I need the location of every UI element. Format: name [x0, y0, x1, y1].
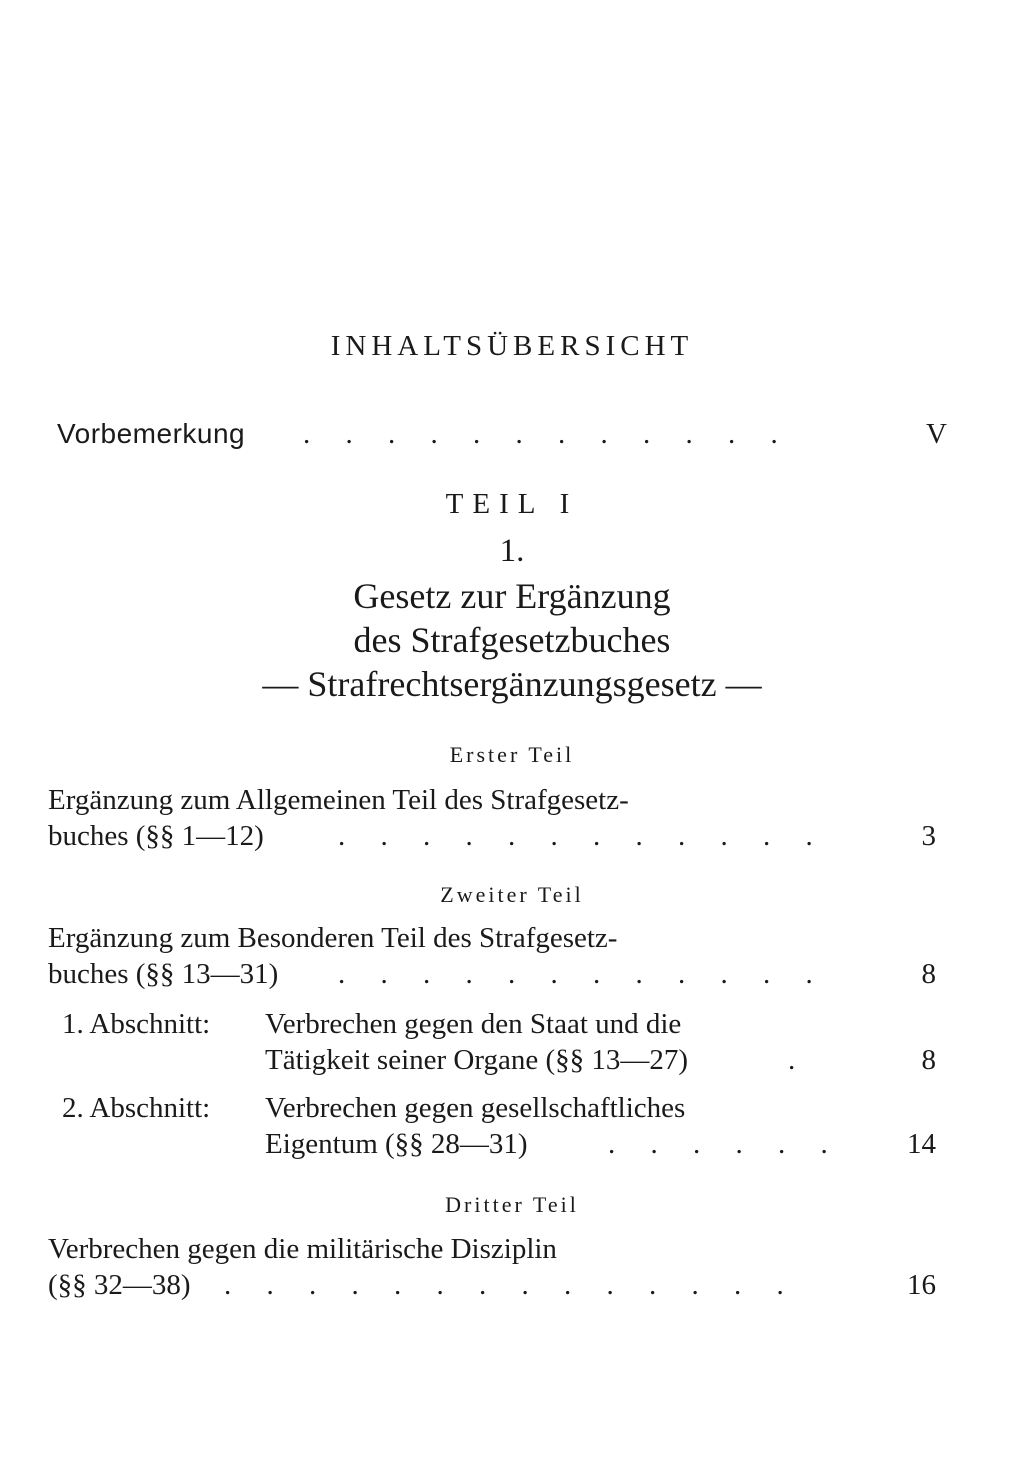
toc-subentry-2 — [62, 1090, 936, 1162]
law-title — [0, 574, 1024, 706]
page-number: 8 — [921, 1044, 936, 1076]
toc-entry-second — [48, 920, 936, 992]
page-number: 8 — [921, 958, 936, 990]
section-heading-first: Erster Teil — [449, 742, 575, 767]
leader-dots: . . . . . . . . . . . . — [338, 958, 827, 990]
law-number: 1. — [499, 533, 525, 569]
law-title-line: des Strafgesetzbuches — [353, 620, 671, 660]
entry-label: (§§ 32—38) — [48, 1269, 191, 1301]
page-number: 3 — [921, 820, 936, 852]
page-number: 16 — [907, 1269, 936, 1301]
page-number: V — [926, 418, 947, 450]
entry-line: Ergänzung zum Allgemeinen Teil des Strafgesetz- — [48, 784, 629, 816]
entry-line: Tätigkeit seiner Organe (§§ 13—27) — [265, 1044, 689, 1076]
leader-dots: . . . . . . . . . . . . . . — [224, 1269, 798, 1301]
law-title-line: — Strafrechtsergänzungsgesetz — — [262, 664, 762, 704]
entry-label: Vorbemerkung — [57, 418, 246, 449]
toc-subentry-1 — [62, 1006, 936, 1078]
subentry-label: 2. Abschnitt: — [62, 1092, 211, 1124]
entry-line: Eigentum (§§ 28—31) — [265, 1128, 528, 1160]
leader-dots: . — [788, 1044, 810, 1076]
page-number: 14 — [907, 1128, 936, 1160]
leader-dots: . . . . . . . . . . . . — [338, 820, 827, 852]
part-title: TEIL I — [445, 488, 579, 520]
subentry-label: 1. Abschnitt: — [62, 1008, 211, 1040]
toc-entry-first — [48, 782, 936, 854]
entry-line: Verbrechen gegen den Staat und die — [265, 1008, 682, 1040]
section-heading-third: Dritter Teil — [445, 1192, 579, 1217]
entry-label: buches (§§ 13—31) — [48, 958, 279, 990]
entry-label: buches (§§ 1—12) — [48, 820, 264, 852]
leader-dots: . . . . . . — [608, 1128, 842, 1160]
section-heading-second: Zweiter Teil — [440, 882, 584, 907]
toc-entry-third — [48, 1231, 936, 1303]
toc-title: INHALTSÜBERSICHT — [330, 330, 694, 362]
toc-entry-preface — [57, 416, 947, 452]
entry-line: Verbrechen gegen die militärische Disziplin — [48, 1233, 557, 1265]
leader-dots: . . . . . . . . . . . . — [303, 418, 792, 450]
entry-line: Verbrechen gegen gesellschaftliches — [265, 1092, 686, 1124]
law-title-line: Gesetz zur Ergänzung — [353, 576, 671, 616]
entry-line: Ergänzung zum Besonderen Teil des Strafgesetz- — [48, 922, 618, 954]
